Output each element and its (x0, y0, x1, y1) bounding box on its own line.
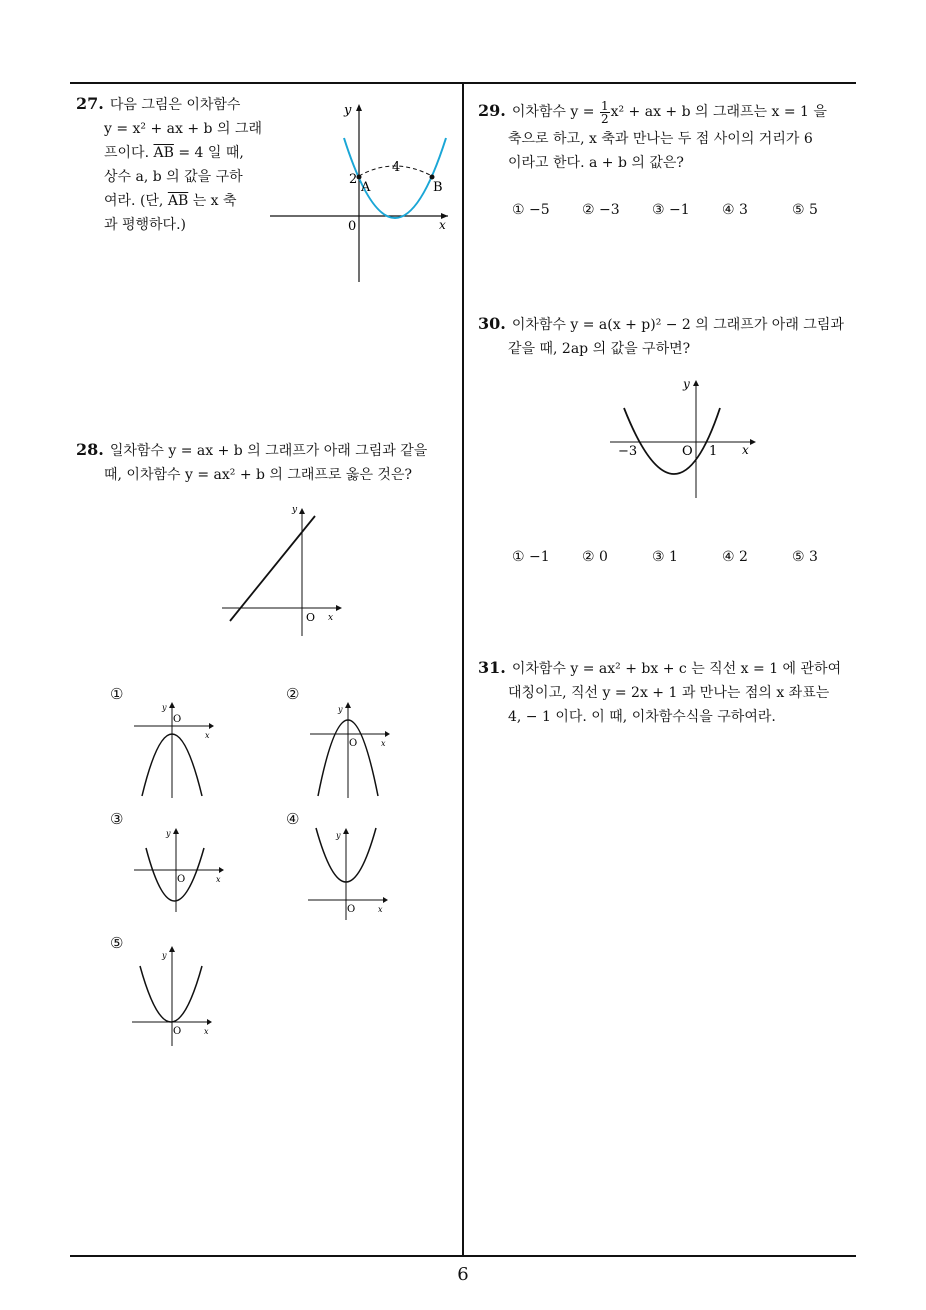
q28-y-arrow-icon (299, 508, 305, 514)
opt5-origin-label: O (173, 1026, 182, 1037)
opt2-x-label: x (381, 739, 386, 748)
q28-origin-label: O (306, 611, 316, 624)
q30-number: 30. (478, 314, 506, 333)
q30-choice-3[interactable]: ③ 1 (652, 549, 678, 565)
opt1-y-label: y (162, 703, 167, 712)
opt5-y-label: y (162, 951, 167, 960)
q31-line-2: 대칭이고, 직선 y = 2x + 1 과 만나는 점의 x 좌표는 (508, 685, 830, 701)
q27-y-intercept-label: 2 (349, 172, 358, 187)
q29-choice-2[interactable]: ② −3 (582, 202, 620, 218)
opt3-parabola (146, 848, 204, 901)
q27-y-arrow-icon (356, 104, 362, 111)
column-divider (462, 84, 464, 1256)
q28-option-4-label[interactable]: ④ (286, 810, 300, 828)
q27-b-label: B (433, 180, 443, 195)
q28-x-label: x (328, 613, 334, 623)
q27-line-5b: 는 x 축 (192, 193, 237, 209)
q27-y-label: y (344, 103, 352, 118)
opt2-origin-label: O (349, 738, 358, 749)
q30-origin-label: O (682, 444, 693, 459)
opt1-x-arrow-icon (209, 723, 214, 729)
q28-option-1-label[interactable]: ① (110, 685, 124, 703)
bottom-rule (70, 1255, 856, 1257)
opt3-origin-label: O (177, 874, 186, 885)
q30-line-1: 이차함수 y = a(x + p)² − 2 의 그래프가 아래 그림과 (511, 317, 844, 333)
opt3-y-label: y (166, 829, 171, 838)
q29-line-1a: 이차함수 y = (511, 104, 595, 120)
q30-neg3-label: −3 (618, 444, 638, 459)
q27-number: 27. (76, 94, 104, 113)
q27-line-6: 과 평행하다.) (104, 217, 186, 233)
q27-x-label: x (439, 218, 446, 232)
opt4-y-arrow-icon (343, 828, 349, 834)
q28-option-3-graph[interactable] (130, 824, 230, 914)
q27-line-4: 상수 a, b 의 값을 구하 (104, 169, 243, 185)
q29-choices (512, 202, 832, 218)
q30-parabola (624, 408, 720, 474)
q28-x-arrow-icon (336, 605, 342, 611)
q29-choice-4[interactable]: ④ 3 (722, 202, 748, 218)
q28-option-2-graph[interactable] (306, 698, 396, 802)
q27-a-label: A (361, 180, 371, 195)
opt3-x-label: x (216, 875, 221, 884)
q27-ab-segment: $\overline{AB}$ (153, 145, 174, 161)
q27-line-3b: = 4 일 때, (178, 145, 244, 161)
question-30 (478, 312, 844, 361)
q28-option-5-graph[interactable] (130, 940, 220, 1050)
q30-y-arrow-icon (693, 380, 699, 386)
q27-origin-label: 0 (348, 219, 357, 234)
q29-choice-3[interactable]: ③ −1 (652, 202, 690, 218)
q29-choice-5[interactable]: ⑤ 5 (792, 202, 818, 218)
opt5-y-arrow-icon (169, 946, 175, 952)
opt4-origin-label: O (347, 904, 356, 915)
question-31 (478, 656, 841, 729)
opt1-origin-label: O (173, 714, 182, 725)
opt4-x-arrow-icon (383, 897, 388, 903)
q30-choice-1[interactable]: ① −1 (512, 549, 550, 565)
q31-line-1: 이차함수 y = ax² + bx + c 는 직선 x = 1 에 관하여 (511, 661, 842, 677)
q27-line-3a: 프이다. (104, 145, 150, 161)
q29-frac-num: 1 (600, 98, 609, 113)
q27-point-b (430, 175, 435, 180)
question-27 (76, 92, 266, 237)
q28-line-2: 때, 이차함수 y = ax² + b 의 그래프로 옳은 것은? (104, 467, 412, 483)
q30-x-label: x (742, 443, 749, 457)
opt5-x-arrow-icon (207, 1019, 212, 1025)
opt4-x-label: x (378, 905, 383, 914)
q27-line-2: y = x² + ax + b 의 그래 (104, 121, 262, 137)
q29-fraction (600, 100, 610, 125)
q28-number: 28. (76, 440, 104, 459)
q30-one-label: 1 (709, 444, 718, 459)
opt4-y-label: y (336, 831, 341, 840)
q28-y-label: y (292, 505, 298, 515)
opt2-y-label: y (338, 705, 343, 714)
question-29 (478, 96, 827, 175)
opt2-x-arrow-icon (385, 731, 390, 737)
opt3-x-arrow-icon (219, 867, 224, 873)
q30-line-2: 같을 때, 2ap 의 값을 구하면? (508, 341, 691, 357)
q29-number: 29. (478, 101, 506, 120)
q29-choice-1[interactable]: ① −5 (512, 202, 550, 218)
q29-line-2: 축으로 하고, x 축과 만나는 두 점 사이의 거리가 6 (508, 131, 813, 147)
q30-choice-4[interactable]: ④ 2 (722, 549, 748, 565)
q28-line-figure (218, 500, 348, 640)
q27-distance-label: 4 (392, 160, 401, 175)
q28-line-1: 일차함수 y = ax + b 의 그래프가 아래 그림과 같을 (109, 443, 428, 459)
opt5-x-label: x (204, 1027, 209, 1036)
q27-line-5a: 여라. (단, (104, 193, 164, 209)
opt5-parabola (140, 966, 202, 1022)
q28-option-1-graph[interactable] (130, 698, 220, 802)
q30-choice-2[interactable]: ② 0 (582, 549, 608, 565)
q27-line-1: 다음 그림은 이차함수 (109, 97, 241, 113)
q29-line-1b: x² + ax + b 의 그래프는 x = 1 을 (610, 104, 827, 120)
q28-option-2-label[interactable]: ② (286, 685, 300, 703)
q28-option-5-label[interactable]: ⑤ (110, 934, 124, 952)
q30-x-arrow-icon (750, 439, 756, 445)
q30-y-label: y (683, 377, 690, 391)
opt1-y-arrow-icon (169, 702, 175, 708)
q28-option-3-label[interactable]: ③ (110, 810, 124, 828)
q27-ab-segment-2: $\overline{AB}$ (167, 193, 189, 209)
q29-frac-den: 2 (600, 111, 609, 126)
opt3-y-arrow-icon (173, 828, 179, 834)
question-28 (76, 438, 427, 487)
q29-line-3: 이라고 한다. a + b 의 값은? (508, 155, 684, 171)
q31-line-3: 4, − 1 이다. 이 때, 이차함수식을 구하여라. (508, 709, 776, 725)
q27-figure (270, 98, 460, 284)
opt1-x-label: x (205, 731, 210, 740)
q31-number: 31. (478, 658, 506, 677)
q30-choices (512, 549, 832, 565)
opt2-y-arrow-icon (345, 702, 351, 708)
q30-choice-5[interactable]: ⑤ 3 (792, 549, 818, 565)
q30-figure (606, 374, 766, 504)
page-number: 6 (457, 1264, 469, 1285)
q28-option-4-graph[interactable] (306, 824, 396, 924)
